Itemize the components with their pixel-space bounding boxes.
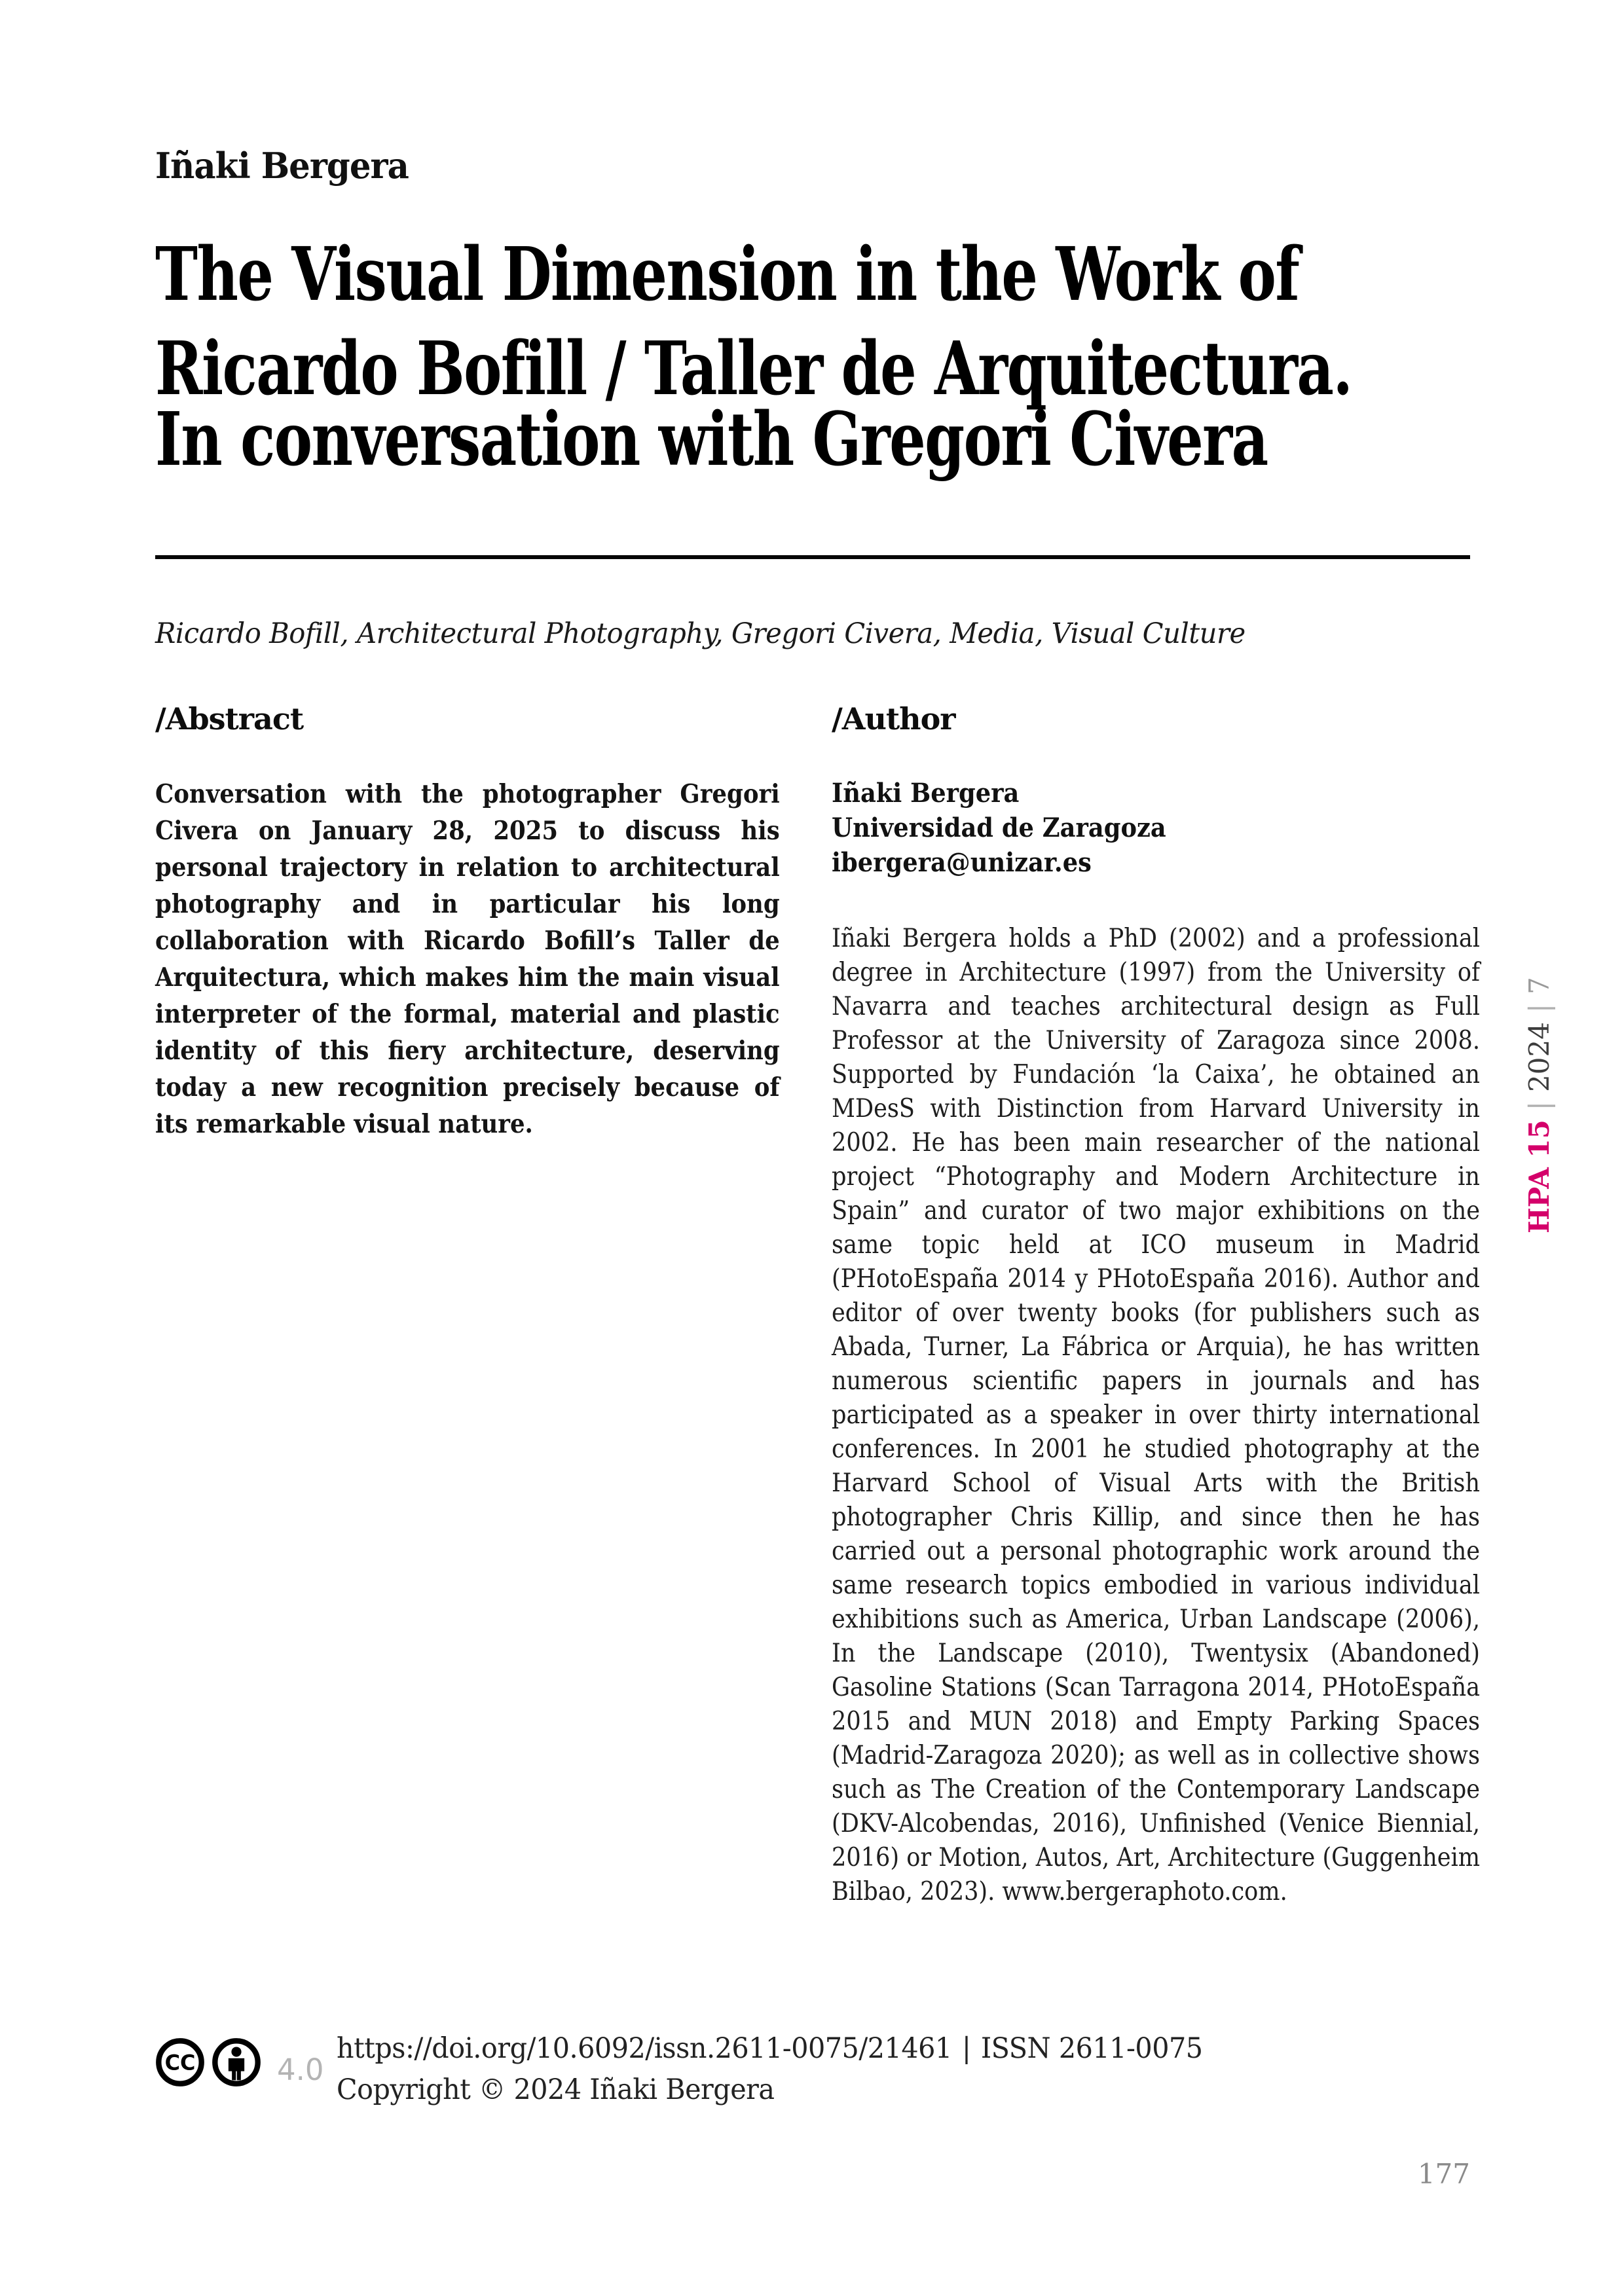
paper-title	[155, 228, 1352, 416]
license-badges	[155, 2037, 324, 2087]
journal-name-badge: HPA 15	[1523, 1120, 1555, 1233]
doi-link[interactable]: https://doi.org/10.6092/issn.2611-0075/21461	[337, 2032, 952, 2065]
license-version: 4.0	[277, 2052, 324, 2087]
paper-subtitle: In conversation with Gregori Civera	[155, 397, 1268, 483]
strip-separator: |	[1523, 1101, 1555, 1111]
author-affiliation: Universidad de Zaragoza	[832, 812, 1166, 843]
author-email-link[interactable]: ibergera@unizar.es	[832, 847, 1092, 878]
author-identity-block	[832, 776, 1166, 880]
copyright-line: Copyright © 2024 Iñaki Bergera	[337, 2073, 775, 2106]
journal-issue-number: 7	[1523, 977, 1555, 994]
cc-icon	[155, 2037, 205, 2087]
svg-text:CC: CC	[164, 2050, 196, 2075]
author-heading: /Author	[832, 701, 955, 737]
abstract-text: Conversation with the photographer Gregori Civera on January 28, 2025 to discuss his personal trajectory in relation to architectural photography and in particular his long collaboration with Ricardo Bofill’s Taller de Arquitectura, which makes him the main visual interpreter of the formal, material and plastic identity of this fiery architecture, deserving today a new recognition precisely because of its remarkable visual nature.	[155, 779, 780, 1139]
header-divider-rule	[155, 555, 1470, 559]
header-author-name: Iñaki Bergera	[155, 145, 409, 187]
paper-title-line2: Ricardo Bofill / Taller de Arquitectura.	[155, 326, 1352, 412]
attribution-icon	[212, 2037, 261, 2087]
paper-title-line1: The Visual Dimension in the Work of	[155, 232, 1299, 318]
abstract-heading: /Abstract	[155, 701, 304, 737]
journal-year: 2024	[1523, 1022, 1555, 1092]
author-name: Iñaki Bergera	[832, 778, 1020, 809]
issn-label: ISSN 2611-0075	[980, 2032, 1203, 2065]
footer-divider: |	[962, 2032, 971, 2065]
footer-publication-info	[337, 2028, 1203, 2111]
strip-separator: |	[1523, 1003, 1555, 1013]
journal-issue-strip	[1523, 977, 1556, 1233]
doi-issn-line	[337, 2028, 1203, 2069]
page-number: 177	[1417, 2158, 1470, 2190]
author-bio: Iñaki Bergera holds a PhD (2002) and a professional degree in Architecture (1997) from the University of Navarra and teaches architectural design as Full Professor at the University of Zaragoza since 2008. Supported by Fundación ‘la Caixa’, he obtained an MDesS with Distinction from Harvard University in 2002. He has been main researcher of the national project “Photography and Modern Architecture in Spain” and curator of two major exhibitions on the same topic held at ICO museum in Madrid (PHotoEspaña 2014 y PHotoEspaña 2016). Author and editor of over twenty books (for publishers such as Abada, Turner, La Fábrica or Arquia), he has written numerous scientific papers in journals and has participated as a speaker in over thirty international conferences. In 2001 he studied photography at the Harvard School of Visual Arts with the British photographer Chris Killip, and since then he has carried out a personal photographic work around the same research topics embodied in various individual exhibitions such as America, Urban Landscape (2006), In the Landscape (2010), Twentysix (Abandoned) Gasoline Stations (Scan Tarragona 2014, PHotoEspaña 2015 and MUN 2018) and Empty Parking Spaces (Madrid-Zaragoza 2020); as well as in collective shows such as The Creation of the Contemporary Landscape (DKV-Alcobendas, 2016), Unfinished (Venice Biennial, 2016) or Motion, Autos, Art, Architecture (Guggenheim Bilbao, 2023). www.bergeraphoto.com.	[832, 924, 1480, 1906]
keywords-line: Ricardo Bofill, Architectural Photography, Gregori Civera, Media, Visual Culture	[155, 617, 1246, 650]
